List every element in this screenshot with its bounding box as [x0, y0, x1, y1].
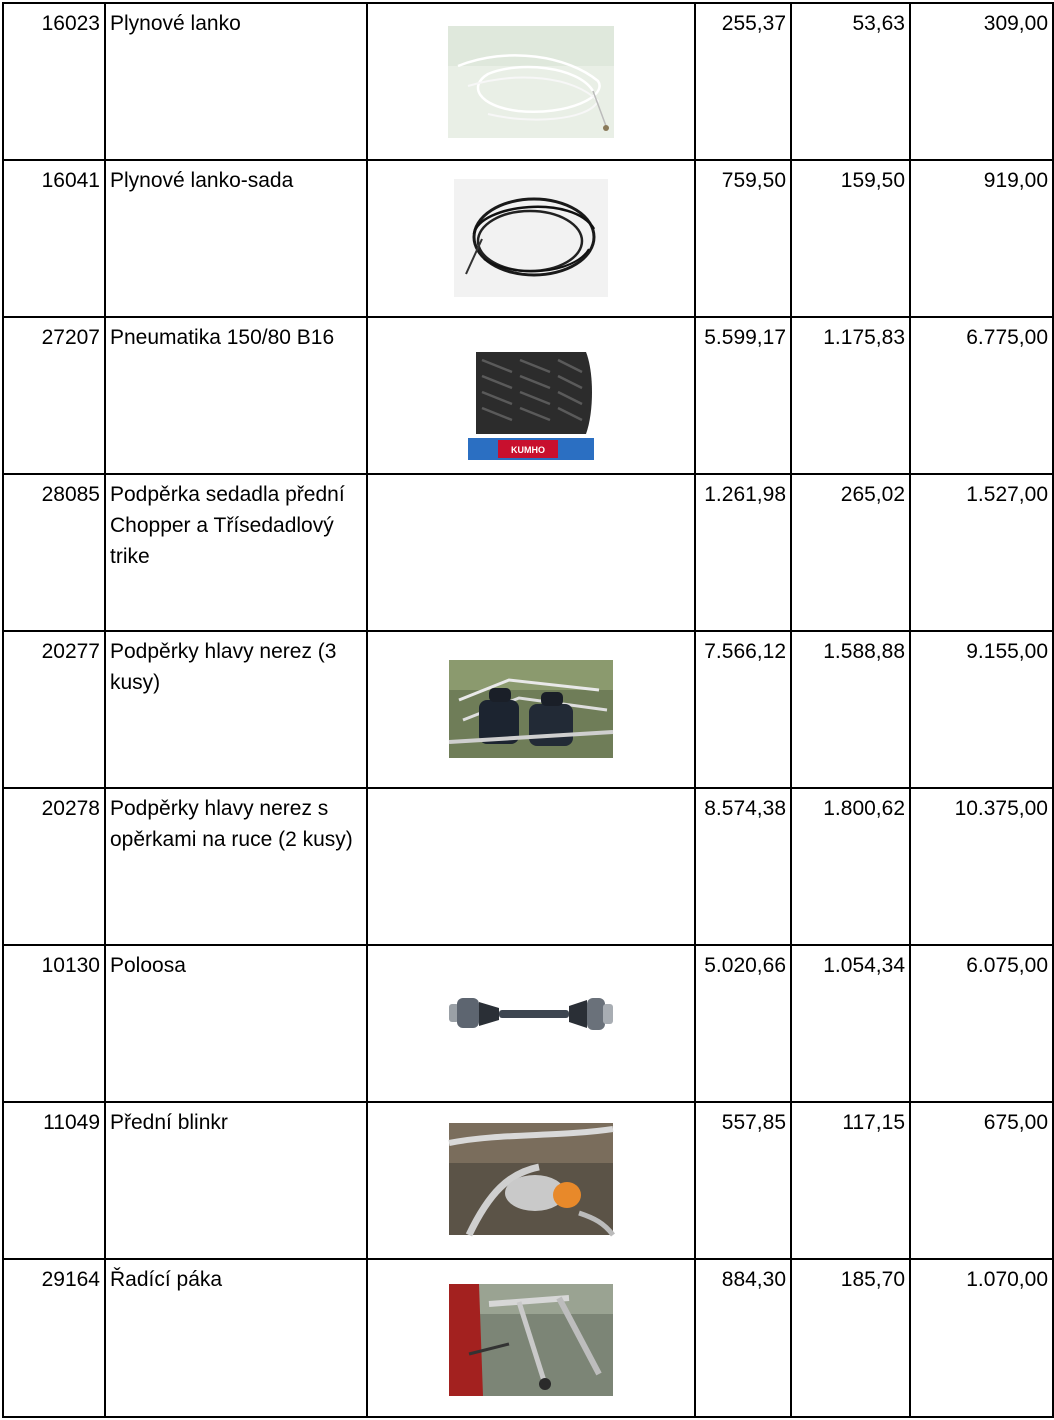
product-name: Plynové lanko-sada	[105, 160, 367, 317]
price-incl-vat: 919,00	[910, 160, 1053, 317]
product-image-cell	[367, 160, 695, 317]
product-name: Podpěrka sedadla přední Chopper a Třísedadlový trike	[105, 474, 367, 631]
product-image-cell	[367, 1259, 695, 1417]
table-row	[3, 788, 1053, 945]
tire-logo-text: KUMHO	[511, 445, 545, 455]
table-row	[3, 160, 1053, 317]
product-code: 28085	[3, 474, 105, 631]
product-code: 11049	[3, 1102, 105, 1259]
drive-shaft-image	[447, 988, 615, 1040]
table-row	[3, 3, 1053, 160]
vat-amount: 159,50	[791, 160, 910, 317]
vat-amount: 265,02	[791, 474, 910, 631]
price-incl-vat: 6.075,00	[910, 945, 1053, 1102]
price-excl-vat: 7.566,12	[695, 631, 791, 788]
product-name: Poloosa	[105, 945, 367, 1102]
tire-image	[462, 342, 600, 462]
price-incl-vat: 9.155,00	[910, 631, 1053, 788]
price-excl-vat: 255,37	[695, 3, 791, 160]
product-code: 20278	[3, 788, 105, 945]
product-image-cell	[367, 3, 695, 160]
product-name: Přední blinkr	[105, 1102, 367, 1259]
price-excl-vat: 8.574,38	[695, 788, 791, 945]
vat-amount: 1.588,88	[791, 631, 910, 788]
product-code: 20277	[3, 631, 105, 788]
vat-amount: 53,63	[791, 3, 910, 160]
gear-lever-image	[449, 1284, 613, 1396]
cable-coil-dark-image	[454, 179, 608, 297]
product-code: 29164	[3, 1259, 105, 1417]
price-excl-vat: 1.261,98	[695, 474, 791, 631]
trike-seats-image	[449, 660, 613, 758]
product-image-cell	[367, 788, 695, 945]
price-excl-vat: 5.020,66	[695, 945, 791, 1102]
table-row	[3, 945, 1053, 1102]
price-excl-vat: 5.599,17	[695, 317, 791, 474]
product-name: Plynové lanko	[105, 3, 367, 160]
product-name: Řadící páka	[105, 1259, 367, 1417]
product-code: 27207	[3, 317, 105, 474]
price-incl-vat: 1.070,00	[910, 1259, 1053, 1417]
vat-amount: 117,15	[791, 1102, 910, 1259]
product-image-cell	[367, 945, 695, 1102]
vat-amount: 1.800,62	[791, 788, 910, 945]
cable-coil-light-image	[448, 26, 614, 138]
price-incl-vat: 675,00	[910, 1102, 1053, 1259]
product-code: 10130	[3, 945, 105, 1102]
price-excl-vat: 557,85	[695, 1102, 791, 1259]
product-image-cell	[367, 631, 695, 788]
vat-amount: 185,70	[791, 1259, 910, 1417]
price-incl-vat: 6.775,00	[910, 317, 1053, 474]
price-incl-vat: 309,00	[910, 3, 1053, 160]
product-name: Podpěrky hlavy nerez s opěrkami na ruce (2 kusy)	[105, 788, 367, 945]
product-name: Podpěrky hlavy nerez (3 kusy)	[105, 631, 367, 788]
table-row	[3, 631, 1053, 788]
price-incl-vat: 10.375,00	[910, 788, 1053, 945]
table-row	[3, 317, 1053, 474]
product-image-cell	[367, 1102, 695, 1259]
vat-amount: 1.054,34	[791, 945, 910, 1102]
table-row	[3, 1259, 1053, 1417]
price-excl-vat: 884,30	[695, 1259, 791, 1417]
table-row	[3, 474, 1053, 631]
product-image-cell	[367, 317, 695, 474]
vat-amount: 1.175,83	[791, 317, 910, 474]
table-row	[3, 1102, 1053, 1259]
product-image-cell	[367, 474, 695, 631]
product-name: Pneumatika 150/80 B16	[105, 317, 367, 474]
front-blinker-image	[449, 1123, 613, 1235]
product-table	[2, 2, 1054, 1418]
product-code: 16041	[3, 160, 105, 317]
price-incl-vat: 1.527,00	[910, 474, 1053, 631]
price-excl-vat: 759,50	[695, 160, 791, 317]
product-code: 16023	[3, 3, 105, 160]
